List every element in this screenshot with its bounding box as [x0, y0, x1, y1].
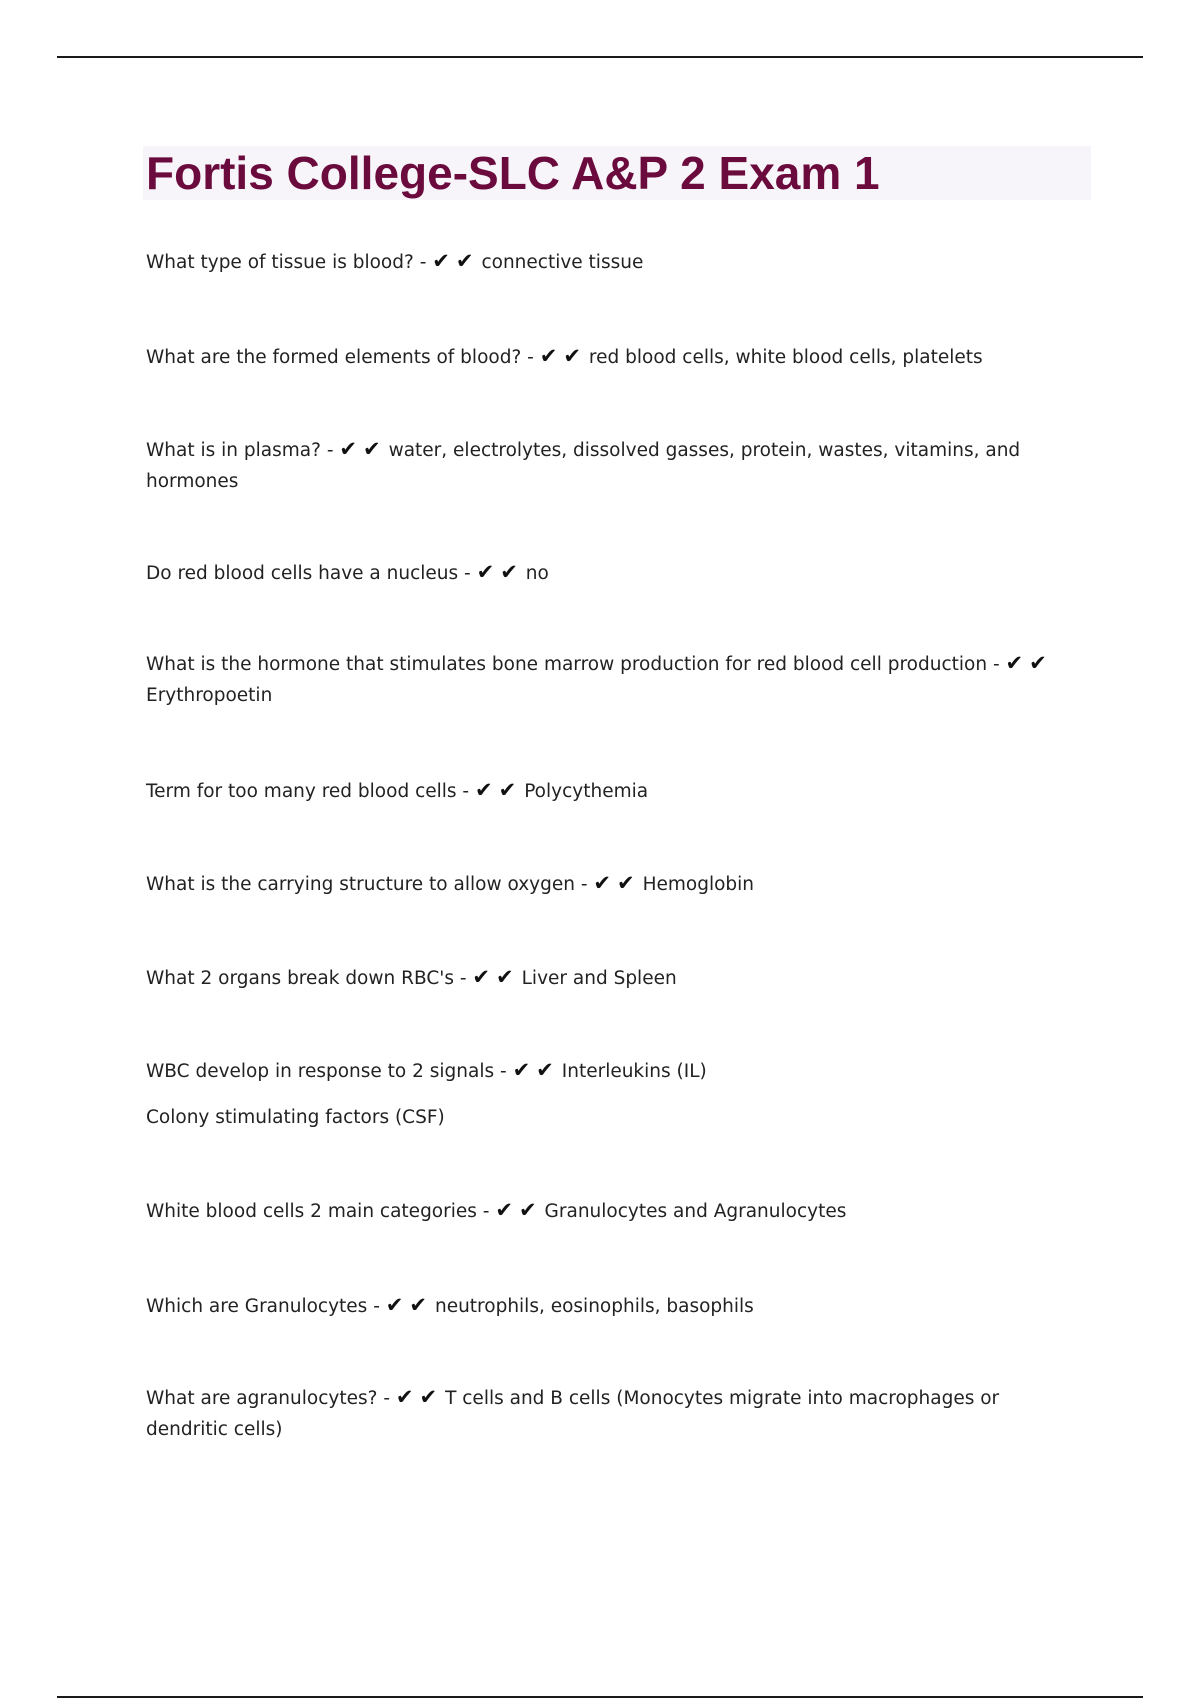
qa-item-11	[146, 1290, 1086, 1322]
answer-text: connective tissue	[481, 252, 644, 273]
double-check-icon: ✔✔	[495, 1198, 543, 1222]
answer-text: red blood cells, white blood cells, platelets	[588, 347, 983, 368]
double-check-icon: ✔✔	[474, 778, 523, 802]
question-text: WBC develop in response to 2 signals	[146, 1061, 495, 1082]
separator: -	[453, 968, 473, 989]
question-text: What 2 organs break down RBC's	[146, 968, 454, 989]
double-check-icon: ✔✔	[432, 249, 480, 273]
qa-item-1	[146, 246, 1086, 278]
qa-item-2	[146, 341, 1086, 373]
double-check-icon: ✔✔	[1005, 651, 1053, 675]
double-check-icon: ✔✔	[539, 344, 587, 368]
answer-text: neutrophils, eosinophils, basophils	[434, 1296, 754, 1317]
qa-item-3	[146, 434, 1086, 497]
answer-text: Hemoglobin	[642, 874, 755, 895]
answer-text: Interleukins (IL)	[561, 1061, 707, 1082]
qa-item-8	[146, 962, 1086, 994]
double-check-icon: ✔✔	[593, 871, 641, 895]
double-check-icon: ✔✔	[476, 560, 524, 584]
separator: -	[320, 440, 340, 461]
separator: -	[494, 1061, 513, 1082]
question-text: Do red blood cells have a nucleus	[146, 563, 459, 584]
qa-item-9-extra-answer: Colony stimulating factors (CSF)	[146, 1107, 445, 1128]
question-text: Term for too many red blood cells	[146, 781, 457, 802]
separator: -	[521, 347, 540, 368]
separator: -	[987, 654, 1006, 675]
top-rule	[57, 56, 1143, 58]
separator: -	[476, 1201, 496, 1222]
double-check-icon: ✔✔	[385, 1293, 433, 1317]
qa-item-7	[146, 868, 1086, 900]
question-text: White blood cells 2 main categories	[146, 1201, 477, 1222]
answer-text: Erythropoetin	[146, 685, 273, 706]
separator: -	[367, 1296, 386, 1317]
answer-text: T cells and B cells (Monocytes migrate into macrophages or dendritic cells)	[146, 1388, 1000, 1440]
qa-item-9	[146, 1055, 1086, 1087]
answer-text: water, electrolytes, dissolved gasses, protein, wastes, vitamins, and hormones	[146, 440, 1021, 492]
separator: -	[456, 781, 475, 802]
qa-item-4	[146, 557, 1086, 589]
answer-text: no	[525, 563, 549, 584]
answer-text: Liver and Spleen	[521, 968, 677, 989]
question-text: What type of tissue is blood?	[146, 252, 414, 273]
qa-item-6	[146, 775, 1086, 807]
question-text: What is in plasma?	[146, 440, 321, 461]
question-text: What are agranulocytes?	[146, 1388, 378, 1409]
separator: -	[574, 874, 594, 895]
qa-item-12	[146, 1382, 1086, 1445]
separator: -	[458, 563, 477, 584]
question-text: What are the formed elements of blood?	[146, 347, 522, 368]
double-check-icon: ✔✔	[339, 437, 387, 461]
double-check-icon: ✔✔	[472, 965, 520, 989]
bottom-rule	[57, 1696, 1143, 1698]
answer-text: Polycythemia	[524, 781, 649, 802]
double-check-icon: ✔✔	[395, 1385, 444, 1409]
question-text: Which are Granulocytes	[146, 1296, 368, 1317]
document-title: Fortis College-SLC A&P 2 Exam 1	[146, 147, 880, 199]
question-text: What is the carrying structure to allow oxygen	[146, 874, 575, 895]
double-check-icon: ✔✔	[512, 1058, 560, 1082]
qa-item-5	[146, 648, 1086, 711]
question-text: What is the hormone that stimulates bone marrow production for red blood cell production	[146, 654, 988, 675]
separator: -	[413, 252, 433, 273]
answer-text: Granulocytes and Agranulocytes	[544, 1201, 847, 1222]
qa-item-10	[146, 1195, 1086, 1227]
separator: -	[377, 1388, 396, 1409]
